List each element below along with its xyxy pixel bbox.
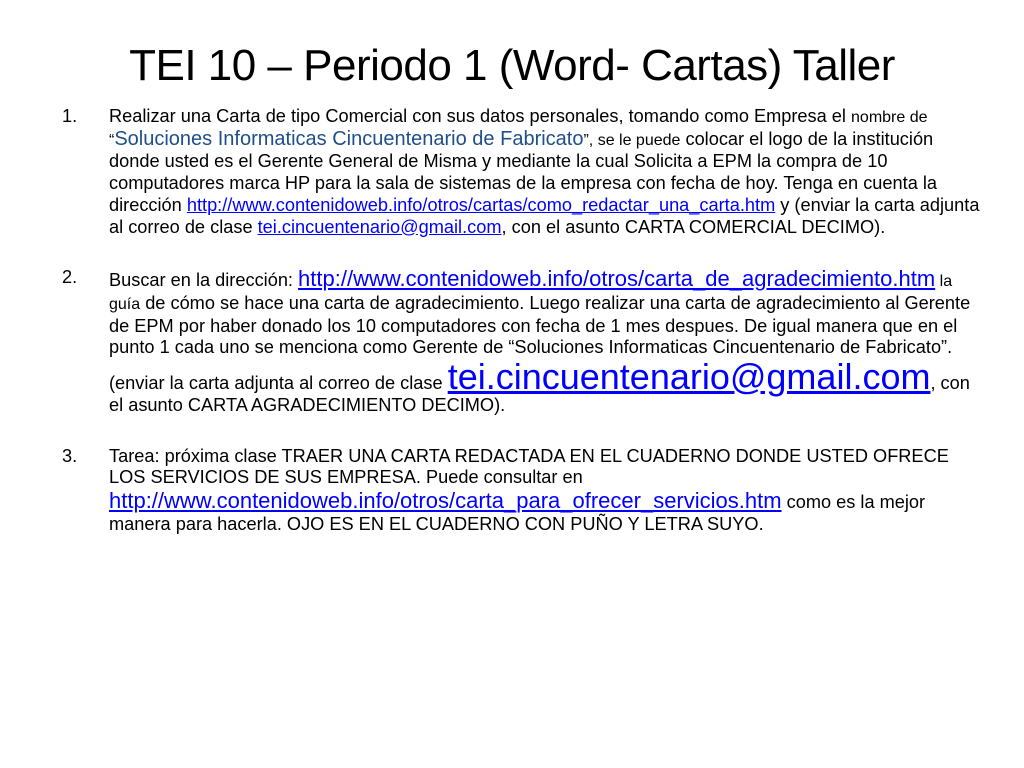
text-segment: Buscar en la dirección: [109, 270, 299, 291]
task-text [109, 267, 982, 417]
text-segment: Tarea: próxima clase TRAER UNA CARTA REDACTADA EN EL CUADERNO DONDE USTED OFRECE LOS SERVICIOS DE SUS EMPRESA. Puede consultar en [109, 445, 949, 488]
task-list [62, 106, 982, 536]
class-email-link[interactable]: tei.cincuentenario@gmail.com [257, 216, 502, 237]
text-segment: la guía [109, 273, 953, 313]
text-segment: CARTA AGRADECIMIENTO DECIMO). [182, 395, 506, 416]
text-segment: Realizar una Carta de tipo Comercial con sus datos personales, tomando como Empresa el [109, 106, 852, 126]
slide-title: TEI 10 – Periodo 1 (Word- Cartas) Taller [129, 41, 895, 90]
offer-services-letter-link[interactable]: http://www.contenidoweb.info/otros/carta_para_ofrecer_servicios.htm [109, 488, 782, 514]
text-segment: nombre de “ [109, 109, 928, 149]
text-segment: correo de clase [318, 373, 448, 394]
text-segment: como es la mejor manera para hacerla. OJO ES EN EL CUADERNO CON PUÑO Y LETRA SUYO. [109, 492, 926, 534]
text-segment: y (enviar la carta adjunta al correo de clase [109, 194, 980, 237]
letter-guide-link[interactable]: http://www.contenidoweb.info/otros/cartas/como_redactar_una_carta.htm [186, 194, 776, 215]
task-item-3 [62, 446, 982, 536]
text-segment: ”, se le puede [583, 131, 681, 149]
text-segment: de cómo se hace una carta de agradecimiento. Luego realizar una carta de agradecimiento al Gerente de EPM por haber donado los 10 computadores con fecha de 1 mes despues. De igual manera que en el punto 1 cada uno se menciona como Gerente de “Soluciones Informaticas Cincuentenario de Fabricato”. (enviar la carta adjunta al [109, 292, 971, 394]
task-text [109, 106, 982, 238]
text-segment: colocar el logo de la institución donde usted es el Gerente General de Misma y mediante la cual Solicita a EPM la compra de 10 computadores marca HP para la sala de sistemas de la empresa con fecha de hoy. Tenga en cuenta la dirección [109, 128, 938, 215]
task-item-2 [62, 267, 982, 417]
task-number: 2. [62, 267, 78, 288]
company-name: Soluciones Informaticas Cincuentenario de Fabricato [114, 127, 584, 150]
task-text [109, 446, 982, 536]
class-email-link[interactable]: tei.cincuentenario@gmail.com [447, 356, 931, 398]
task-number: 1. [62, 106, 78, 126]
task-item-1 [62, 106, 982, 238]
text-segment: , con el asunto CARTA COMERCIAL DECIMO). [501, 216, 886, 237]
task-number: 3. [62, 445, 78, 466]
text-segment: , con el asunto [109, 373, 970, 416]
thank-you-letter-link[interactable]: http://www.contenidoweb.info/otros/carta_de_agradecimiento.htm [298, 266, 936, 292]
